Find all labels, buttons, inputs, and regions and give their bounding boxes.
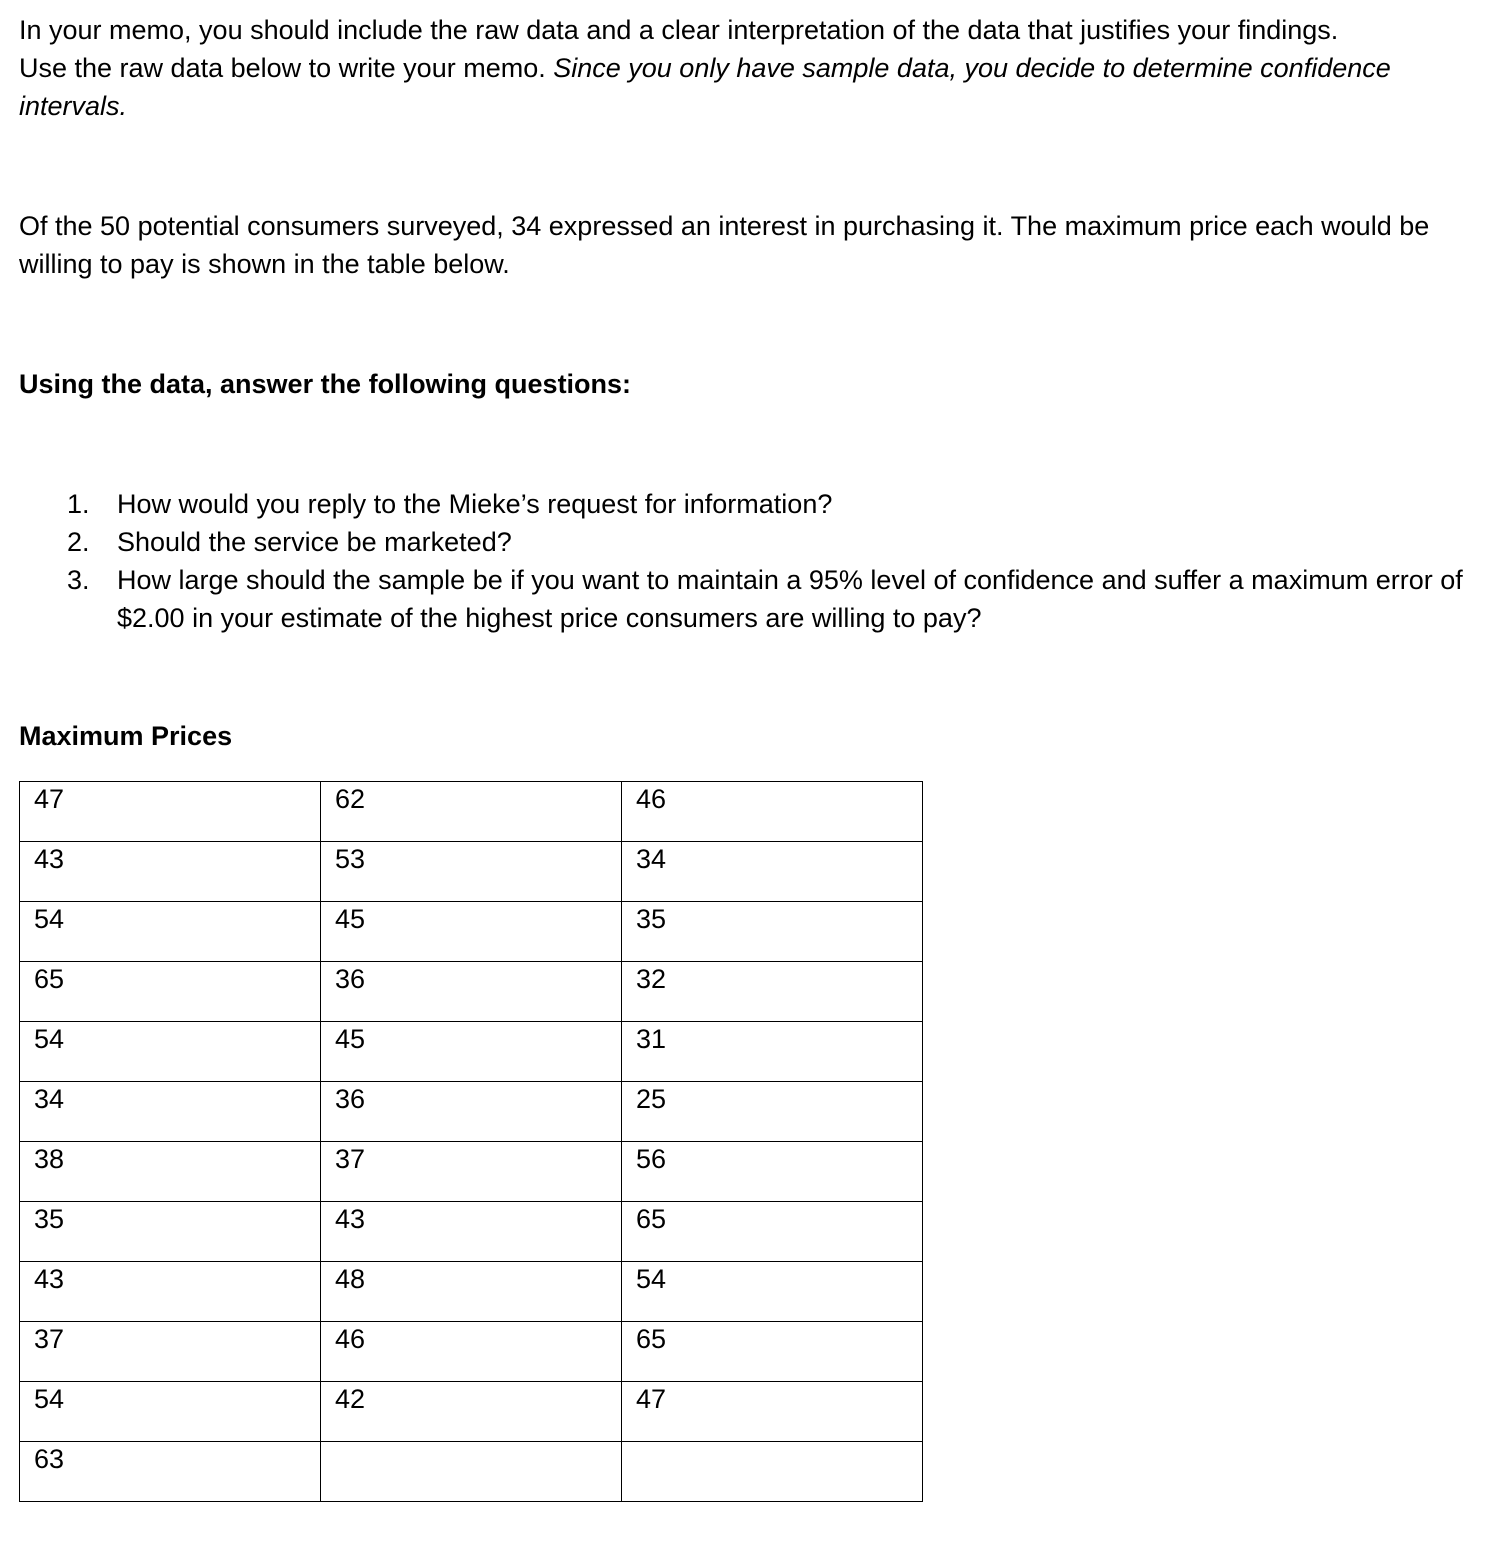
intro-line-2-plain: Use the raw data below to write your memo. (19, 53, 554, 83)
table-cell (20, 902, 321, 962)
question-number: 1. (67, 489, 90, 519)
table-cell (20, 1262, 321, 1322)
table-cell (321, 1442, 622, 1502)
price-value: 47 (34, 784, 65, 814)
intro-line-1: In your memo, you should include the raw data and a clear interpretation of the data that justifies your findings. (19, 15, 1339, 45)
price-value: 37 (335, 1144, 366, 1174)
questions-heading: Using the data, answer the following questions: (19, 369, 632, 399)
table-cell (20, 962, 321, 1022)
table-cell (321, 1382, 622, 1442)
question-text: How large should the sample be if you want to maintain a 95% level of confidence and suffer a maximum error of $2.00 in your estimate of the highest price consumers are willing to pay? (117, 565, 1463, 633)
question-text: How would you reply to the Mieke’s request for information? (117, 489, 833, 519)
intro-line-2-italic: Since you only have sample data, you decide to determine confidence intervals. (19, 53, 1391, 121)
table-cell (622, 1082, 923, 1142)
question-item (67, 523, 1489, 561)
table-cell (20, 1202, 321, 1262)
table-cell (20, 1322, 321, 1382)
table-cell (321, 902, 622, 962)
table-cell (321, 782, 622, 842)
price-value: 54 (636, 1264, 667, 1294)
price-value: 47 (636, 1384, 667, 1414)
table-cell (20, 1022, 321, 1082)
table-cell (321, 962, 622, 1022)
price-value: 34 (636, 844, 667, 874)
table-row (20, 1322, 923, 1382)
table-cell (622, 1262, 923, 1322)
price-value: 36 (335, 964, 366, 994)
question-item (67, 561, 1489, 637)
price-value: 31 (636, 1024, 667, 1054)
table-row (20, 1082, 923, 1142)
table-cell (20, 1442, 321, 1502)
table-cell (622, 1442, 923, 1502)
price-value: 43 (34, 844, 65, 874)
price-value: 65 (636, 1204, 667, 1234)
price-value: 43 (335, 1204, 366, 1234)
questions-list (19, 485, 1489, 637)
table-body (20, 782, 923, 1502)
price-value: 36 (335, 1084, 366, 1114)
price-value: 48 (335, 1264, 366, 1294)
price-value: 53 (335, 844, 366, 874)
price-value: 56 (636, 1144, 667, 1174)
table-cell (321, 842, 622, 902)
table-row (20, 1202, 923, 1262)
document-page (19, 11, 1489, 1474)
table-row (20, 902, 923, 962)
table-cell (622, 1382, 923, 1442)
price-value: 46 (335, 1324, 366, 1354)
question-number: 2. (67, 527, 90, 557)
maximum-prices-table (19, 781, 923, 1502)
price-value: 46 (636, 784, 667, 814)
price-value: 63 (34, 1444, 65, 1474)
price-value: 35 (636, 904, 667, 934)
question-item (67, 485, 1489, 523)
price-value: 37 (34, 1324, 65, 1354)
table-cell (622, 842, 923, 902)
table-cell (622, 1022, 923, 1082)
table-cell (622, 1142, 923, 1202)
price-value: 45 (335, 904, 366, 934)
price-value: 62 (335, 784, 366, 814)
table-cell (20, 1382, 321, 1442)
table-row (20, 1022, 923, 1082)
table-cell (20, 1082, 321, 1142)
table-cell (20, 782, 321, 842)
table-row (20, 962, 923, 1022)
table-row (20, 1142, 923, 1202)
table-title: Maximum Prices (19, 721, 233, 751)
table-cell (622, 1202, 923, 1262)
table-cell (20, 842, 321, 902)
table-cell (622, 962, 923, 1022)
question-text: Should the service be marketed? (117, 527, 512, 557)
price-value: 65 (34, 964, 65, 994)
table-cell (321, 1142, 622, 1202)
table-row (20, 1382, 923, 1442)
table-row (20, 1262, 923, 1322)
price-value: 43 (34, 1264, 65, 1294)
price-value: 34 (34, 1084, 65, 1114)
table-cell (321, 1022, 622, 1082)
table-row (20, 842, 923, 902)
table-cell (622, 782, 923, 842)
price-value: 32 (636, 964, 667, 994)
price-value: 54 (34, 1384, 65, 1414)
table-cell (321, 1322, 622, 1382)
table-cell (622, 1322, 923, 1382)
price-value: 54 (34, 904, 65, 934)
table-row (20, 782, 923, 842)
table-cell (321, 1262, 622, 1322)
question-number: 3. (67, 565, 90, 595)
price-value: 45 (335, 1024, 366, 1054)
consumers-paragraph: Of the 50 potential consumers surveyed, 34 expressed an interest in purchasing it. The maximum price each would be willing to pay is shown in the table below. (19, 211, 1430, 279)
table-cell (321, 1202, 622, 1262)
price-value: 35 (34, 1204, 65, 1234)
price-value: 65 (636, 1324, 667, 1354)
table-cell (622, 902, 923, 962)
price-value: 25 (636, 1084, 667, 1114)
table-cell (321, 1082, 622, 1142)
intro-paragraph (19, 11, 1489, 125)
table-cell (20, 1142, 321, 1202)
price-value: 54 (34, 1024, 65, 1054)
price-value: 38 (34, 1144, 65, 1174)
table-row (20, 1442, 923, 1502)
price-value: 42 (335, 1384, 366, 1414)
